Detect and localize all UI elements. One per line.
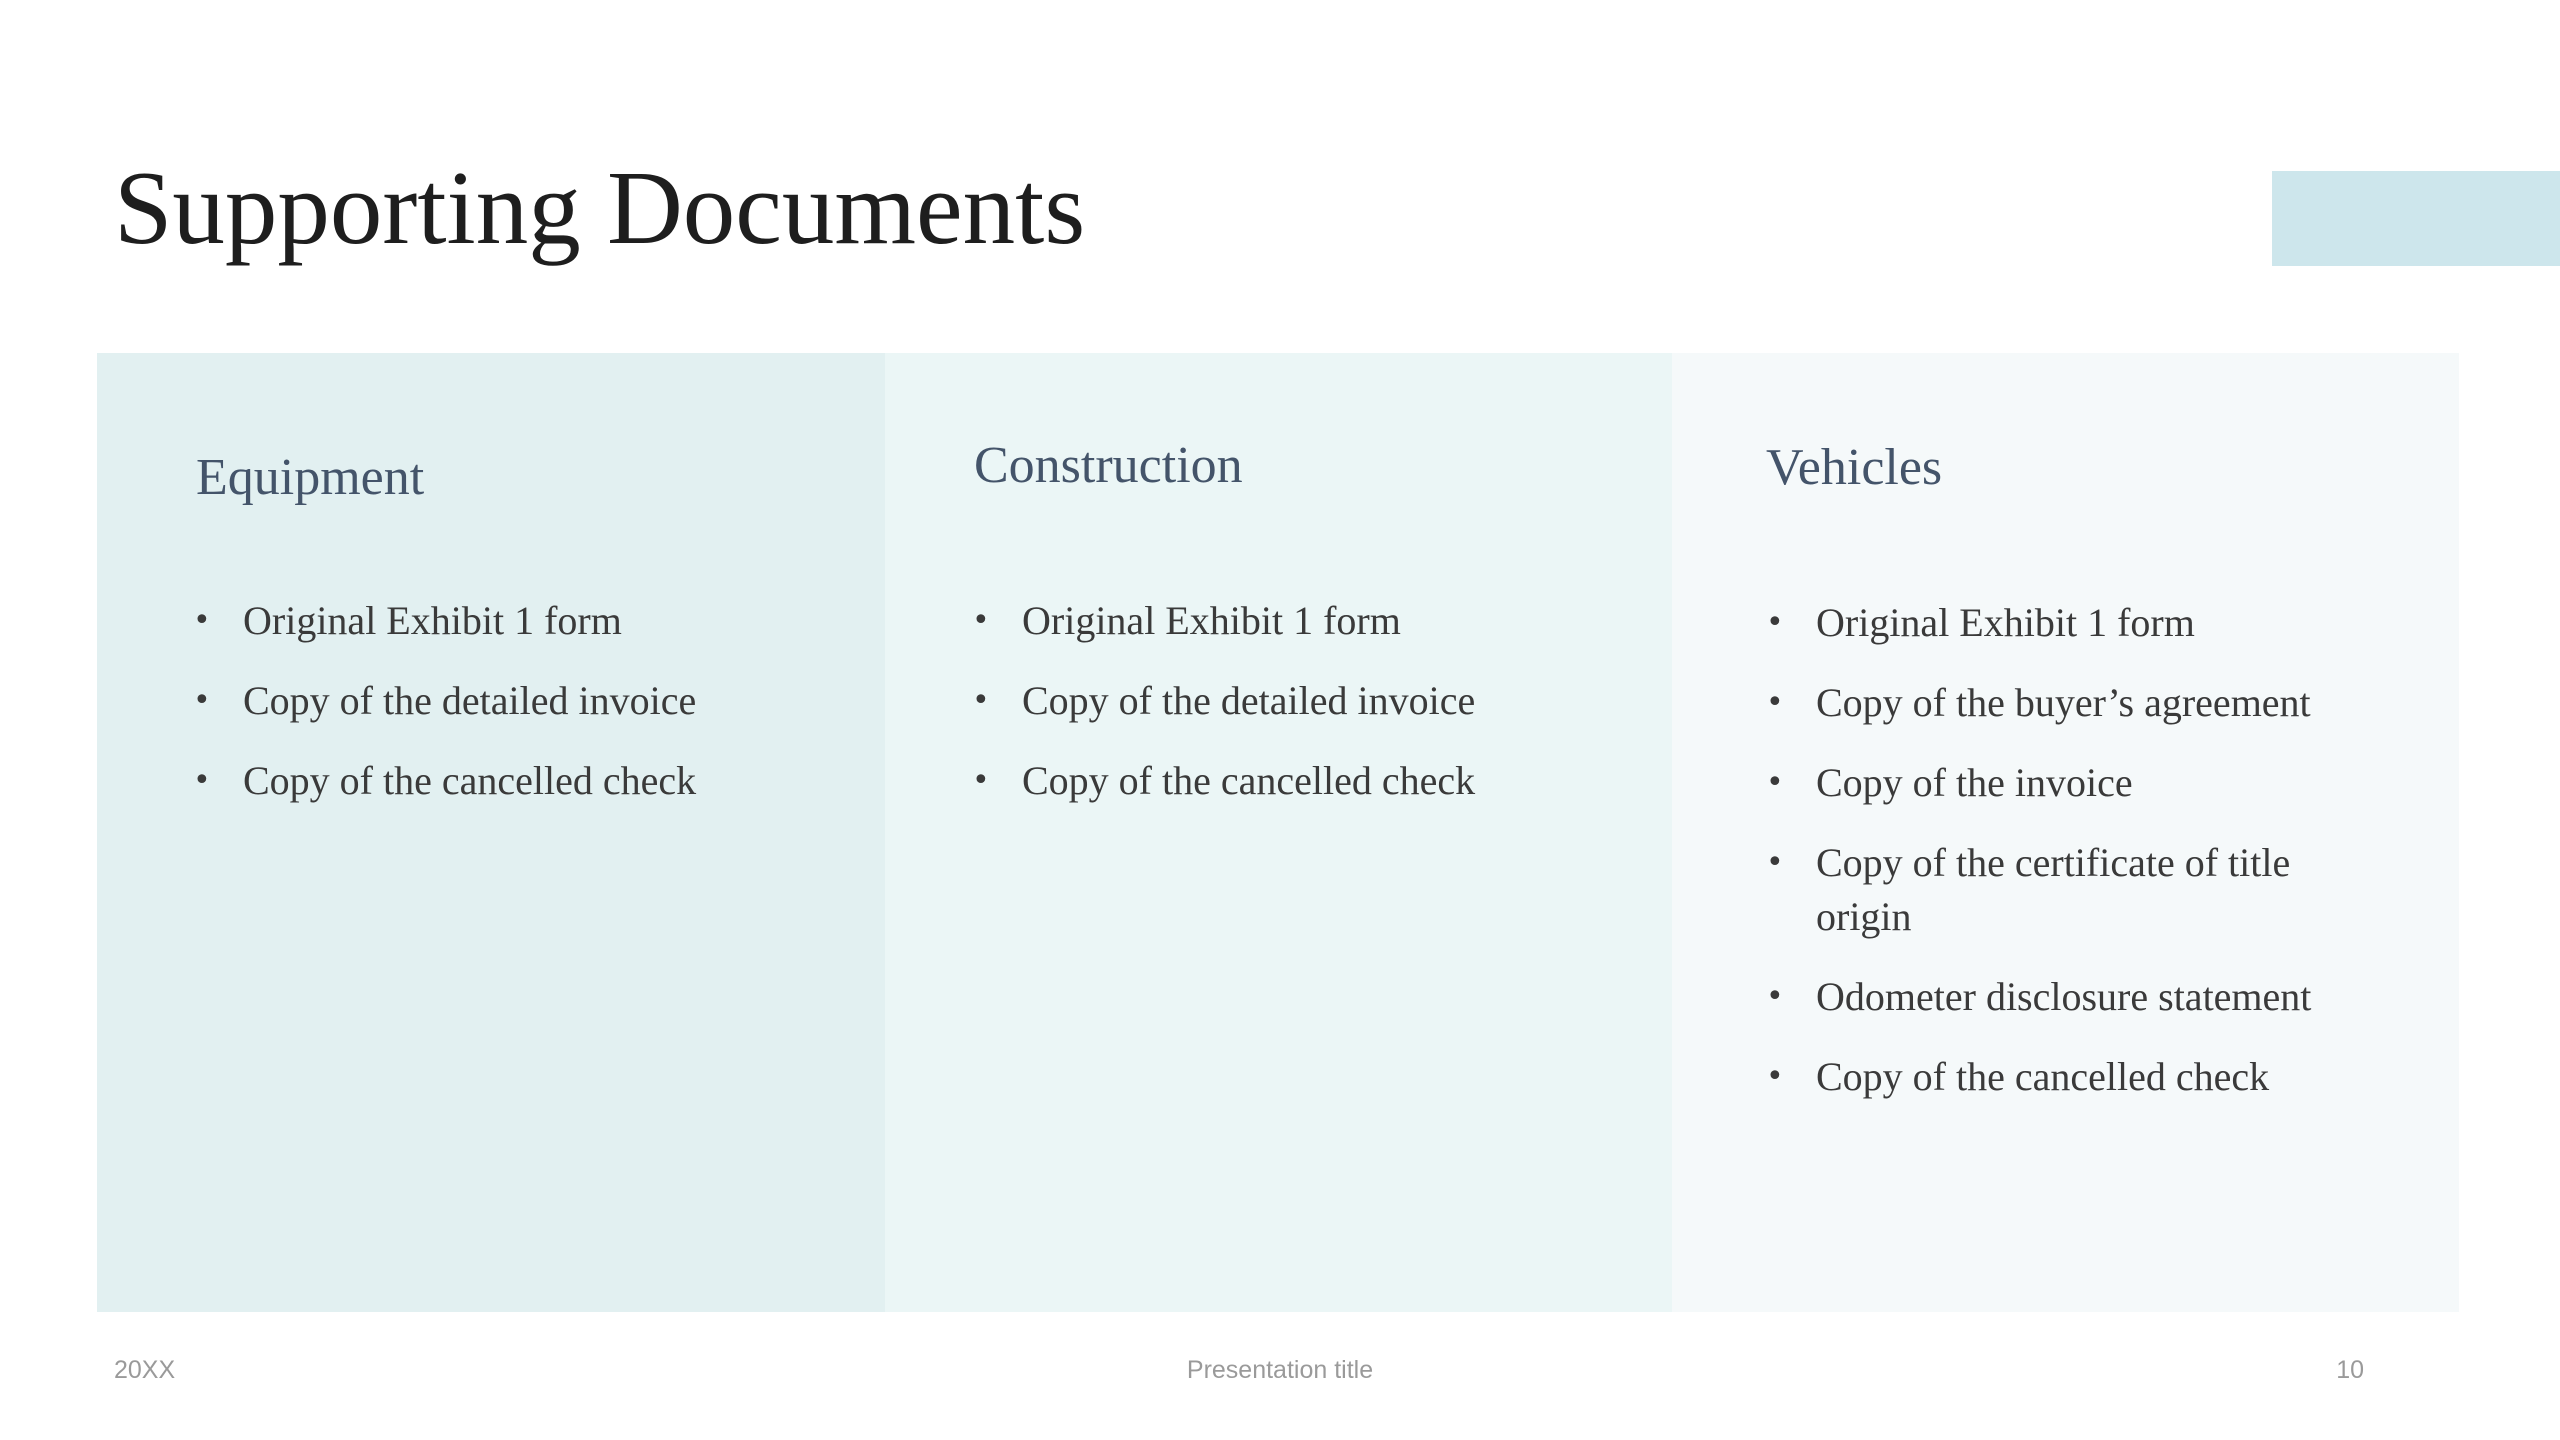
column-heading: Vehicles <box>1766 439 1943 496</box>
list-item: • Original Exhibit 1 form <box>1766 596 2386 650</box>
list-item: • Copy of the detailed invoice <box>193 674 853 728</box>
column-equipment <box>97 353 885 1312</box>
list-item: • Copy of the cancelled check <box>972 754 1632 808</box>
footer-presentation-title: Presentation title <box>1186 1356 1374 1384</box>
columns-container <box>97 353 2459 1312</box>
list-item: • Copy of the cancelled check <box>193 754 853 808</box>
accent-bar <box>2272 171 2560 266</box>
column-heading: Equipment <box>196 449 425 506</box>
footer-date: 20XX <box>114 1356 176 1384</box>
slide-title: Supporting Documents <box>114 149 1086 266</box>
bullet-list <box>972 594 1632 834</box>
list-item: • Odometer disclosure statement <box>1766 970 2386 1024</box>
column-construction <box>885 353 1672 1312</box>
list-item: • Copy of the cancelled check <box>1766 1050 2386 1104</box>
list-item: • Copy of the buyer’s agreement <box>1766 676 2386 730</box>
list-item: • Copy of the invoice <box>1766 756 2386 810</box>
bullet-list <box>193 594 853 834</box>
list-item: • Original Exhibit 1 form <box>193 594 853 648</box>
bullet-list <box>1766 596 2386 1130</box>
column-heading: Construction <box>974 437 1243 494</box>
footer-page-number: 10 <box>2336 1356 2364 1384</box>
list-item: • Original Exhibit 1 form <box>972 594 1632 648</box>
column-vehicles <box>1672 353 2459 1312</box>
list-item: • Copy of the detailed invoice <box>972 674 1632 728</box>
list-item: • Copy of the certificate of title origin <box>1766 836 2386 944</box>
